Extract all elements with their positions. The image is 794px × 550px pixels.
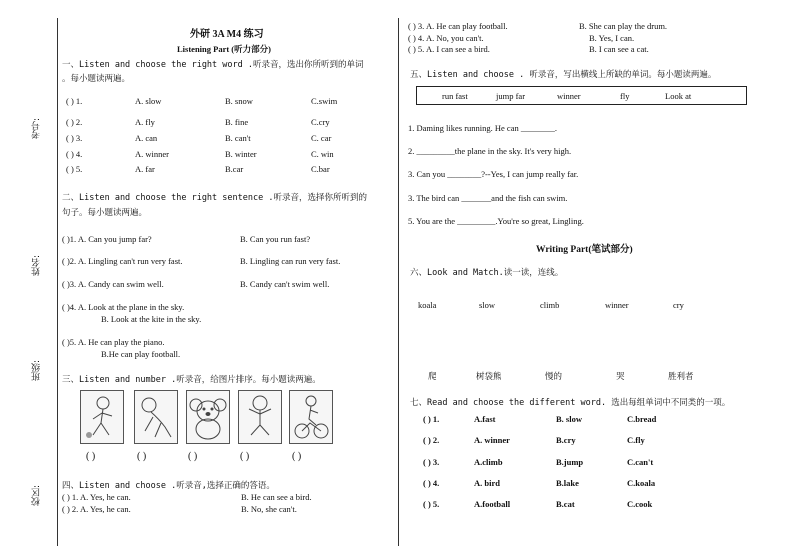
word-bank-item: run fast (442, 91, 468, 101)
s2-row1-a[interactable]: ( )1. A. Can you jump far? (62, 234, 152, 244)
section5-heading: 五、Listen and choose . 听录音，写出横线上所缺的单词。每小题读两遍。 (410, 70, 717, 80)
fill-blank-sentence-2[interactable]: 2. _________the plane in the sky. It's very high. (408, 146, 572, 156)
s2-row2-b: B. Lingling can run very fast. (240, 256, 341, 266)
s1-option-b: B. fine (225, 117, 249, 127)
s7-option-b: B.lake (556, 478, 579, 488)
s7-option-c: C.fly (627, 435, 645, 445)
s7-option-c: C.can't (627, 457, 654, 467)
s4-row1-a[interactable]: ( ) 1. A. Yes, he can. (62, 492, 131, 502)
s1-row-number[interactable]: ( ) 4. (66, 149, 83, 159)
s2-row3-a[interactable]: ( )3. A. Candy can swim well. (62, 279, 164, 289)
fill-blank-sentence-4[interactable]: 3. The bird can _______and the fish can swim. (408, 193, 568, 203)
section1-heading: 一、Listen and choose the right word .听录音，选出你所听到的单词 (62, 60, 364, 70)
s7-option-b: B.cry (556, 435, 576, 445)
s7-option-c: C.koala (627, 478, 656, 488)
s4-row4-a[interactable]: ( ) 4. A. No, you can't. (408, 33, 484, 43)
section3-heading: 三、Listen and number .听录音，给图片排序。每小题读两遍。 (62, 375, 321, 385)
s1-option-c: C. win (311, 149, 334, 159)
section2-heading-cont: 句子。每小题读两遍。 (62, 208, 148, 218)
s4-row5-a[interactable]: ( ) 5. A. I can see a bird. (408, 44, 490, 54)
match-english-word[interactable]: climb (540, 300, 560, 310)
s2-row2-a[interactable]: ( )2. A. Lingling can't run very fast. (62, 256, 183, 266)
picture-answer-3[interactable]: ( ) (188, 451, 198, 462)
picture-baby-crawling (134, 390, 178, 444)
word-bank-item: Look at (665, 91, 692, 101)
writing-part-title: Writing Part(笔试部分) (536, 245, 633, 255)
picture-boy-running (80, 390, 124, 444)
s7-option-b: B. slow (556, 414, 582, 424)
s1-option-b: B. can't (225, 133, 251, 143)
word-bank-item: winner (557, 91, 581, 101)
picture-answer-1[interactable]: ( ) (86, 451, 96, 462)
margin-label-exam-number: 考号: (32, 118, 42, 140)
picture-boy-cycling (289, 390, 333, 444)
s7-option-a: A. bird (474, 478, 500, 488)
s7-row-number[interactable]: ( ) 1. (423, 414, 440, 424)
picture-answer-2[interactable]: ( ) (137, 451, 147, 462)
section6-heading: 六、Look and Match.读一读，连线。 (410, 268, 564, 278)
picture-answer-5[interactable]: ( ) (292, 451, 302, 462)
s7-option-b: B.cat (556, 499, 575, 509)
s7-row-number[interactable]: ( ) 4. (423, 478, 440, 488)
s2-row1-b: B. Can you run fast? (240, 234, 311, 244)
match-chinese-word[interactable]: 树袋熊 (476, 371, 502, 381)
s1-option-a: A. winner (135, 149, 169, 159)
s2-row5-a[interactable]: ( )5. A. He can play the piano. (62, 337, 165, 347)
margin-label-campus: 校区: (32, 485, 42, 507)
s7-option-c: C.cook (627, 499, 653, 509)
s7-row-number[interactable]: ( ) 3. (423, 457, 440, 467)
s1-option-b: B. snow (225, 96, 253, 106)
picture-answer-4[interactable]: ( ) (240, 451, 250, 462)
s7-row-number[interactable]: ( ) 2. (423, 435, 440, 445)
s1-row-number[interactable]: ( ) 1. (66, 96, 83, 106)
s1-option-a: A. can (135, 133, 158, 143)
s1-option-c: C. car (311, 133, 332, 143)
match-chinese-word[interactable]: 爬 (428, 371, 437, 381)
s7-option-c: C.bread (627, 414, 657, 424)
match-chinese-word[interactable]: 胜利者 (668, 371, 694, 381)
s4-row3-b: B. She can play the drum. (579, 21, 668, 31)
fill-blank-sentence-1[interactable]: 1. Daming likes running. He can ________. (408, 123, 557, 133)
listening-part-title: Listening Part (听力部分) (177, 44, 271, 54)
fill-blank-sentence-3[interactable]: 3. Can you ________?--Yes, I can jump really far. (408, 169, 579, 179)
s1-option-c: C.swim (311, 96, 338, 106)
match-chinese-word[interactable]: 慢的 (545, 371, 563, 381)
match-english-word[interactable]: winner (605, 300, 629, 310)
section1-heading-cont: 。每小题读两遍。 (62, 74, 131, 84)
s4-row4-b: B. Yes, I can. (589, 33, 635, 43)
s2-row4-a[interactable]: ( )4. A. Look at the plane in the sky. (62, 302, 185, 312)
margin-label-name: 姓名: (32, 255, 42, 277)
s1-option-b: B.car (225, 164, 244, 174)
s1-row-number[interactable]: ( ) 5. (66, 164, 83, 174)
s4-row2-b: B. No, she can't. (241, 504, 297, 514)
match-english-word[interactable]: slow (479, 300, 496, 310)
s2-row4-b: B. Look at the kite in the sky. (101, 314, 202, 324)
picture-koala (186, 390, 230, 444)
word-bank-item: jump far (496, 91, 526, 101)
section4-heading: 四、Listen and choose .听录音,选择正确的答语。 (62, 481, 275, 491)
s1-option-c: C.cry (311, 117, 330, 127)
s7-option-a: A. winner (474, 435, 510, 445)
margin-label-class: 班级: (32, 360, 42, 382)
s1-option-a: A. slow (135, 96, 162, 106)
s7-option-b: B.jump (556, 457, 584, 467)
s7-row-number[interactable]: ( ) 5. (423, 499, 440, 509)
word-bank-item: fly (620, 91, 630, 101)
match-chinese-word[interactable]: 哭 (616, 371, 625, 381)
section7-heading: 七、Read and choose the different word. 选出每组单词中不同类的一项。 (410, 398, 731, 408)
picture-boy-jumping (238, 390, 282, 444)
s1-row-number[interactable]: ( ) 3. (66, 133, 83, 143)
s4-row1-b: B. He can see a bird. (241, 492, 312, 502)
s4-row3-a[interactable]: ( ) 3. A. He can play football. (408, 21, 508, 31)
s4-row5-b: B. I can see a cat. (589, 44, 649, 54)
s1-option-b: B. winter (225, 149, 257, 159)
s7-option-a: A.football (474, 499, 511, 509)
s2-row5-b: B.He can play football. (101, 349, 181, 359)
s7-option-a: A.fast (474, 414, 496, 424)
s4-row2-a[interactable]: ( ) 2. A. Yes, he can. (62, 504, 131, 514)
s2-row3-b: B. Candy can't swim well. (240, 279, 330, 289)
match-english-word[interactable]: cry (673, 300, 684, 310)
s7-option-a: A.climb (474, 457, 503, 467)
s1-option-c: C.bar (311, 164, 330, 174)
section2-heading: 二、Listen and choose the right sentence .听录音，选择你所听到的 (62, 193, 367, 203)
s1-option-a: A. far (135, 164, 155, 174)
column-divider (398, 18, 399, 546)
binding-line (57, 18, 58, 546)
match-english-word[interactable]: koala (418, 300, 437, 310)
page-title: 外研 3A M4 练习 (190, 29, 264, 40)
fill-blank-sentence-5[interactable]: 5. You are the _________.You're so great, Lingling. (408, 216, 584, 226)
s1-option-a: A. fly (135, 117, 155, 127)
s1-row-number[interactable]: ( ) 2. (66, 117, 83, 127)
